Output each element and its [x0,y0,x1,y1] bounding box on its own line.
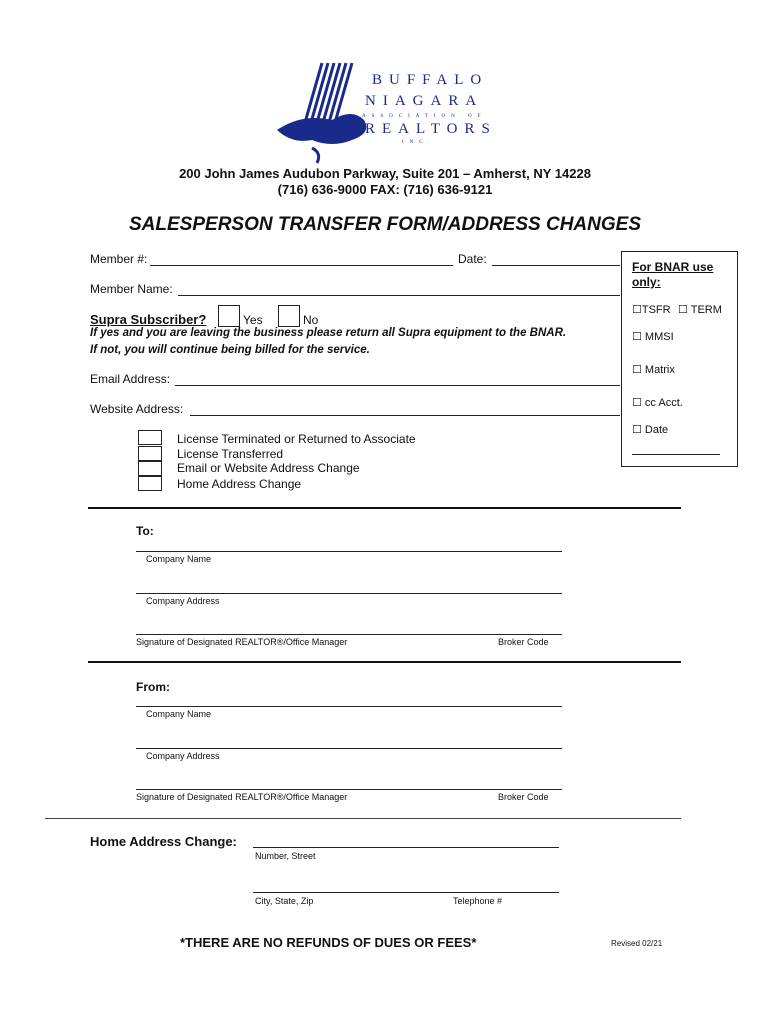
member-name-label: Member Name: [90,282,173,296]
supra-yes-checkbox[interactable] [218,305,240,327]
option-checkbox-1[interactable] [138,430,162,445]
logo [272,58,497,168]
from-company-name-caption: Company Name [146,709,212,719]
section-divider-2 [88,661,681,663]
bnar-mmsi[interactable]: ☐ MMSI [632,331,674,343]
option-label-2: License Transferred [177,447,284,461]
option-label-3: Email or Website Address Change [177,461,360,475]
from-company-name-field[interactable] [136,706,562,707]
supra-no-checkbox[interactable] [278,305,300,327]
supra-yes-label: Yes [243,313,263,327]
section-divider-3 [45,818,681,819]
supra-no-label: No [303,313,319,327]
from-label: From: [136,680,170,694]
to-company-name-field[interactable] [136,551,562,552]
bnar-tsfr[interactable]: ☐TSFR [632,304,671,316]
to-signature-caption: Signature of Designated REALTOR®/Office Manager [136,637,348,647]
bnar-term[interactable]: ☐ TERM [678,304,722,316]
logo-line1: BUFFALO [372,72,489,88]
logo-line2: NIAGARA [365,93,484,109]
website-field[interactable] [190,415,620,416]
option-label-4: Home Address Change [177,477,302,491]
bnar-date-field[interactable] [632,454,720,455]
header-phone: (716) 636-9000 FAX: (716) 636-9121 [277,182,493,197]
bnar-title-1: For BNAR use [632,260,714,274]
date-field[interactable] [492,265,620,266]
home-city-caption: City, State, Zip [255,896,314,906]
option-label-1: License Terminated or Returned to Associate [177,432,416,446]
no-refunds-notice: *THERE ARE NO REFUNDS OF DUES OR FEES* [180,935,477,950]
bnar-matrix[interactable]: ☐ Matrix [632,364,675,376]
website-label: Website Address: [90,402,184,416]
home-city-field[interactable] [253,892,559,893]
member-field[interactable] [150,265,453,266]
from-signature-caption: Signature of Designated REALTOR®/Office Manager [136,792,348,802]
home-telephone-caption: Telephone # [453,896,503,906]
section-divider-1 [88,507,681,509]
bnar-title-2: only: [632,275,661,289]
supra-note-2: If not, you will continue being billed for the service. [90,344,370,356]
logo-line3: ASSOCIATION OF [362,114,487,119]
date-label: Date: [458,252,487,266]
home-street-field[interactable] [253,847,559,848]
supra-label: Supra Subscriber? [90,312,207,327]
from-signature-field[interactable] [136,789,562,790]
from-broker-code-caption: Broker Code [498,792,549,802]
to-company-address-caption: Company Address [146,596,220,606]
from-company-address-field[interactable] [136,748,562,749]
bnar-date[interactable]: ☐ Date [632,424,669,436]
to-signature-field[interactable] [136,634,562,635]
home-street-caption: Number, Street [255,851,316,861]
member-name-field[interactable] [178,295,620,296]
bnar-cc-acct[interactable]: ☐ cc Acct. [632,397,683,409]
member-label: Member #: [90,252,148,266]
from-company-address-caption: Company Address [146,751,220,761]
logo-graphic [272,58,372,168]
email-label: Email Address: [90,372,171,386]
bnar-use-box [621,251,738,467]
to-broker-code-caption: Broker Code [498,637,549,647]
logo-line4: REALTORS [365,121,497,137]
to-company-address-field[interactable] [136,593,562,594]
revised-date: Revised 02/21 [611,939,663,948]
option-checkbox-3[interactable] [138,461,162,476]
to-label: To: [136,524,154,538]
logo-line5: INC. [402,140,436,145]
email-field[interactable] [175,385,620,386]
page-title: SALESPERSON TRANSFER FORM/ADDRESS CHANGES [129,214,641,235]
to-company-name-caption: Company Name [146,554,212,564]
option-checkbox-4[interactable] [138,476,162,491]
option-checkbox-2[interactable] [138,446,162,461]
home-address-label: Home Address Change: [90,834,237,849]
header-address: 200 John James Audubon Parkway, Suite 201 – Amherst, NY 14228 [179,166,591,181]
supra-note-1: If yes and you are leaving the business please return all Supra equipment to the BNAR. [90,327,567,339]
